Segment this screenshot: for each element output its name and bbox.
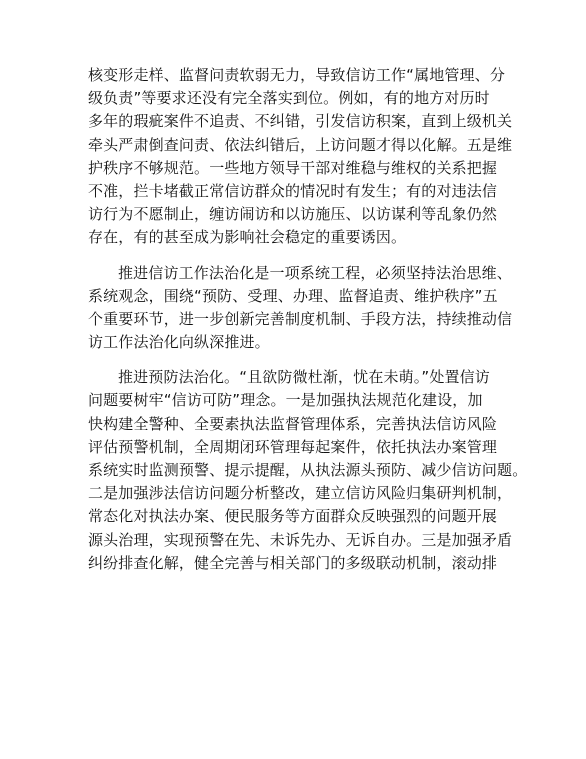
paragraph-prevention	[88, 366, 528, 575]
text-line: 访行为不愿制止，缠访闹访和以访施压、以访谋利等乱象仍然	[88, 205, 498, 224]
text-line: 护秩序不够规范。一些地方领导干部对维稳与维权的关系把握	[88, 158, 498, 177]
text-line: 问题要树牢“信访可防”理念。一是加强执法规范化建设，加	[88, 391, 483, 410]
text-line: 级负责”等要求还没有完全落实到位。例如，有的地方对历时	[88, 89, 490, 108]
text-line: 不准，拦卡堵截正常信访群众的情况时有发生；有的对违法信	[88, 181, 498, 200]
text-line: 推进预防法治化。“且欲防微杜渐，忧在未萌。”处置信访	[118, 368, 490, 387]
text-line: 核变形走样、监督问责软弱无力，导致信访工作“属地管理、分	[88, 66, 505, 84]
text-line: 系统实时监测预警、提示提醒，从执法源头预防、减少信访问题。	[88, 461, 528, 479]
text-line: 评估预警机制，全周期闭环管理每起案件，依托执法办案管理	[88, 437, 498, 456]
paragraph-problems	[88, 64, 513, 250]
text-line: 推进信访工作法治化是一项系统工程，必须坚持法治思维、	[118, 263, 512, 282]
text-line: 多年的瑕疵案件不追责、不纠错，引发信访积案，直到上级机关	[88, 112, 513, 131]
paragraph-spacer	[88, 354, 500, 366]
text-line: 二是加强涉法信访问题分析整改，建立信访风险归集研判机制，	[88, 484, 513, 503]
document-body	[88, 64, 528, 575]
text-line: 个重要环节，进一步创新完善制度机制、手段方法，持续推动信	[88, 309, 513, 328]
text-line: 系统观念，围绕“预防、受理、办理、监督追责、维护秩序”五	[88, 286, 498, 305]
text-line: 源头治理，实现预警在先、未诉先办、无诉自办。三是加强矛盾	[88, 530, 513, 549]
text-line: 常态化对执法办案、便民服务等方面群众反映强烈的问题开展	[88, 507, 498, 526]
text-line: 访工作法治化向纵深推进。	[88, 333, 270, 352]
paragraph-system-project	[88, 262, 513, 355]
text-line: 纠纷排查化解，健全完善与相关部门的多级联动机制，滚动排	[88, 553, 498, 572]
text-line: 存在，有的甚至成为影响社会稳定的重要诱因。	[88, 228, 407, 247]
text-line: 快构建全警种、全要素执法监督管理体系，完善执法信访风险	[88, 414, 498, 433]
paragraph-spacer	[88, 250, 500, 262]
text-line: 牵头严肃倒查问责、依法纠错后，上访问题才得以化解。五是维	[88, 135, 513, 154]
